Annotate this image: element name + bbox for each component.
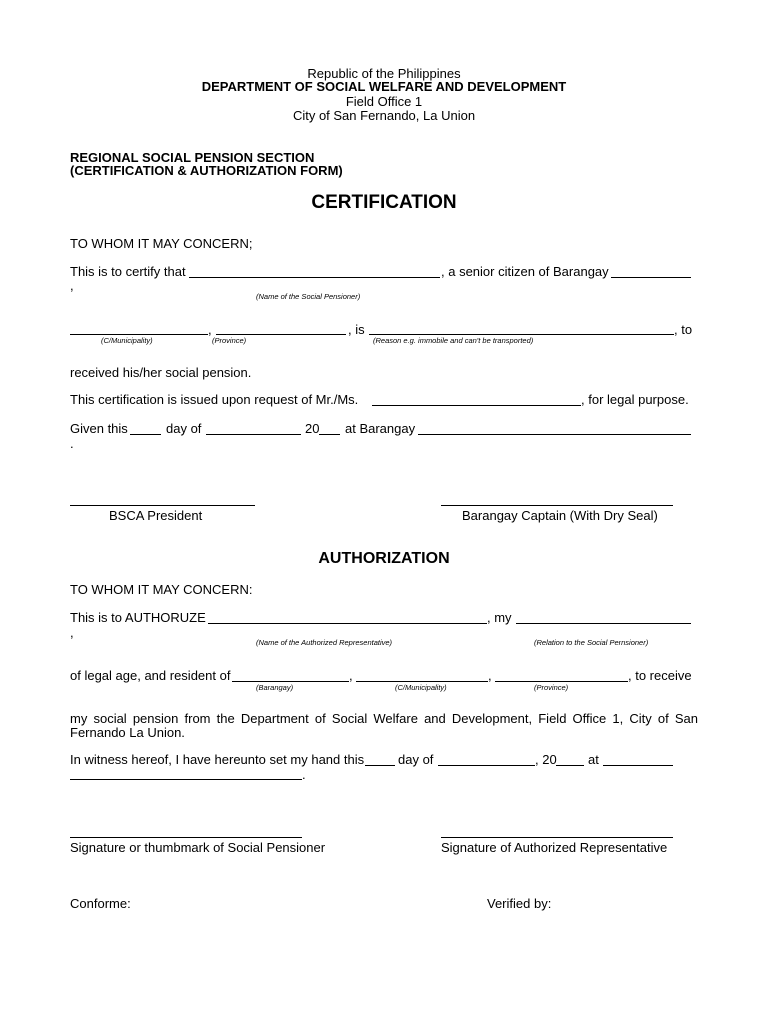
resident-province-line[interactable] <box>495 681 628 682</box>
requester-line[interactable] <box>372 405 581 406</box>
bsca-president-label: BSCA President <box>109 508 203 523</box>
cert-issued-suffix: , for legal purpose. <box>581 392 689 407</box>
conforme-label: Conforme: <box>70 896 131 911</box>
auth-to-receive: , to receive <box>628 668 692 683</box>
auth-pension-line2: Fernando La Union. <box>70 725 185 740</box>
auth-municipality-hint: (C/Municipality) <box>395 683 447 692</box>
relation-hint: (Relation to the Social Pernsioner) <box>534 638 649 647</box>
province-hint: (Province) <box>212 336 247 345</box>
auth-sep1: , <box>349 668 353 683</box>
header-department: DEPARTMENT OF SOCIAL WELFARE AND DEVELOPMENT <box>201 79 567 94</box>
representative-line[interactable] <box>208 623 487 624</box>
auth-witness-prefix: In witness hereof, I have hereunto set my hand this <box>70 752 365 767</box>
municipality-hint: (C/Municipality) <box>101 336 153 345</box>
municipality-line[interactable] <box>70 334 208 335</box>
auth-day-of: day of <box>398 752 434 767</box>
auth-province-hint: (Province) <box>534 683 569 692</box>
auth-my: , my <box>487 610 512 625</box>
auth-period: . <box>302 767 306 782</box>
witness-place-line-2[interactable] <box>70 779 302 780</box>
cert-certify-mid: , a senior citizen of Barangay <box>441 264 609 279</box>
representative-signature-line[interactable] <box>441 837 673 838</box>
witness-place-line[interactable] <box>603 765 673 766</box>
barangay-line[interactable] <box>611 277 691 278</box>
cert-day-of: day of <box>166 421 202 436</box>
cert-salutation: TO WHOM IT MAY CONCERN; <box>70 236 253 251</box>
pensioner-hint: (Name of the Social Pensioner) <box>256 292 361 301</box>
authorization-title: AUTHORIZATION <box>318 550 450 567</box>
relation-line[interactable] <box>516 623 691 624</box>
auth-at: at <box>588 752 599 767</box>
header-city: City of San Fernando, La Union <box>292 108 476 123</box>
barangay-captain-label: Barangay Captain (With Dry Seal) <box>462 508 658 523</box>
auth-comma: , <box>70 625 74 640</box>
resident-municipality-line[interactable] <box>356 681 488 682</box>
pensioner-signature-label: Signature or thumbmark of Social Pensioner <box>70 840 326 855</box>
pensioner-name-line[interactable] <box>189 277 440 278</box>
auth-pension-line1: my social pension from the Department of Social Welfare and Development, Field Office 1, City of San <box>70 711 698 726</box>
representative-hint: (Name of the Authorized Representative) <box>256 638 393 647</box>
given-month-line[interactable] <box>206 434 301 435</box>
cert-received: received his/her social pension. <box>70 365 252 380</box>
auth-prefix: This is to AUTHORUZE <box>70 610 206 625</box>
reason-line[interactable] <box>369 334 674 335</box>
given-year-line[interactable] <box>319 434 340 435</box>
pensioner-signature-line[interactable] <box>70 837 302 838</box>
cert-issued-prefix: This certification is issued upon request of Mr./Ms. <box>70 392 359 407</box>
province-line[interactable] <box>216 334 346 335</box>
cert-certify-prefix: This is to certify that <box>70 264 186 279</box>
cert-comma: , <box>70 278 74 293</box>
header-republic: Republic of the Philippines <box>307 66 461 81</box>
bsca-signature-line[interactable] <box>70 505 255 506</box>
auth-year-sep: , 20 <box>535 752 557 767</box>
cert-is: , is <box>348 322 365 337</box>
section-title: REGIONAL SOCIAL PENSION SECTION <box>70 150 315 165</box>
cert-to: , to <box>674 322 693 337</box>
cert-year-prefix: 20 <box>305 421 320 436</box>
cert-given-prefix: Given this <box>70 421 128 436</box>
witness-day-line[interactable] <box>365 765 395 766</box>
cert-period: . <box>70 436 74 451</box>
auth-sep2: , <box>488 668 492 683</box>
reason-hint: (Reason e.g. immobile and can't be transported) <box>373 336 534 345</box>
given-day-line[interactable] <box>130 434 161 435</box>
barangay-hint: (Barangay) <box>256 683 294 692</box>
cert-at-barangay: at Barangay <box>345 421 416 436</box>
given-barangay-line[interactable] <box>418 434 691 435</box>
witness-month-line[interactable] <box>438 765 535 766</box>
section-subtitle: (CERTIFICATION & AUTHORIZATION FORM) <box>70 163 343 178</box>
witness-year-line[interactable] <box>556 765 584 766</box>
captain-signature-line[interactable] <box>441 505 673 506</box>
certification-title: CERTIFICATION <box>311 192 457 213</box>
cert-comma2: , <box>208 322 212 337</box>
resident-barangay-line[interactable] <box>232 681 349 682</box>
auth-salutation: TO WHOM IT MAY CONCERN: <box>70 582 253 597</box>
auth-legal-prefix: of legal age, and resident of <box>70 668 231 683</box>
header-field-office: Field Office 1 <box>345 94 423 109</box>
representative-signature-label: Signature of Authorized Representative <box>441 840 668 855</box>
verified-by-label: Verified by: <box>487 896 552 911</box>
